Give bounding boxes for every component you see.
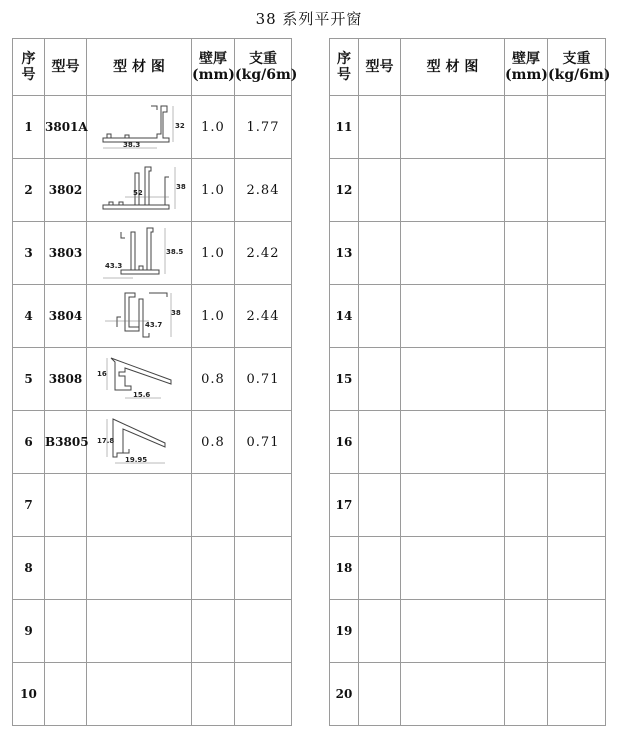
table-row	[330, 159, 606, 222]
seq-cell: 1	[13, 96, 45, 159]
wall-cell	[192, 474, 235, 537]
wall-cell: 0.8	[192, 411, 235, 474]
seq-cell: 14	[330, 285, 359, 348]
table-row	[13, 222, 292, 285]
weight-cell	[548, 96, 606, 159]
dim-height: 38	[171, 309, 181, 317]
wall-cell: 1.0	[192, 96, 235, 159]
seq-cell: 20	[330, 663, 359, 726]
table-row	[330, 285, 606, 348]
wall-cell: 0.8	[192, 348, 235, 411]
weight-cell: 2.84	[235, 159, 292, 222]
weight-cell	[548, 600, 606, 663]
wall-cell	[505, 600, 548, 663]
weight-cell	[548, 222, 606, 285]
wall-cell	[192, 663, 235, 726]
drawing-cell	[401, 537, 505, 600]
dim-height: 17.8	[97, 437, 115, 445]
drawing-cell	[87, 600, 192, 663]
wall-cell	[505, 96, 548, 159]
table-row	[330, 348, 606, 411]
weight-cell: 0.71	[235, 411, 292, 474]
model-cell: 3801A	[45, 96, 87, 159]
seq-cell: 8	[13, 537, 45, 600]
wall-cell	[505, 663, 548, 726]
wall-cell	[505, 348, 548, 411]
header-drawing: 型 材 图	[87, 39, 192, 96]
seq-cell: 13	[330, 222, 359, 285]
drawing-cell	[87, 348, 192, 411]
table-row	[330, 600, 606, 663]
model-cell: 3803	[45, 222, 87, 285]
dim-width: 52	[133, 189, 143, 197]
weight-cell	[548, 663, 606, 726]
table-row	[13, 663, 292, 726]
table-row	[13, 600, 292, 663]
model-cell	[45, 474, 87, 537]
table-row	[13, 348, 292, 411]
table-row	[330, 222, 606, 285]
table-header-row	[13, 39, 292, 96]
seq-cell: 12	[330, 159, 359, 222]
drawing-cell	[401, 159, 505, 222]
model-cell	[359, 159, 401, 222]
weight-cell	[548, 159, 606, 222]
header-seq: 序 号	[330, 39, 359, 96]
wall-cell	[192, 537, 235, 600]
model-cell: 3802	[45, 159, 87, 222]
dim-width: 43.3	[105, 262, 123, 270]
seq-cell: 18	[330, 537, 359, 600]
table-row	[13, 159, 292, 222]
seq-cell: 11	[330, 96, 359, 159]
seq-cell: 15	[330, 348, 359, 411]
wall-cell: 1.0	[192, 285, 235, 348]
wall-cell: 1.0	[192, 222, 235, 285]
table-row	[13, 285, 292, 348]
left-profile-table	[12, 38, 298, 726]
header-model: 型号	[45, 39, 87, 96]
table-header-row	[330, 39, 606, 96]
dim-height: 16	[97, 370, 107, 378]
model-cell	[359, 96, 401, 159]
header-wall-thickness: 壁厚 (mm)	[192, 39, 235, 96]
seq-cell: 19	[330, 600, 359, 663]
seq-cell: 17	[330, 474, 359, 537]
weight-cell: 2.44	[235, 285, 292, 348]
model-cell	[359, 600, 401, 663]
weight-cell: 0.71	[235, 348, 292, 411]
seq-cell: 16	[330, 411, 359, 474]
seq-cell: 3	[13, 222, 45, 285]
weight-cell	[235, 663, 292, 726]
header-weight: 支重 (kg/6m)	[235, 39, 292, 96]
seq-cell: 4	[13, 285, 45, 348]
seq-cell: 2	[13, 159, 45, 222]
drawing-cell	[401, 600, 505, 663]
dim-width: 15.6	[133, 391, 151, 399]
dim-width: 43.7	[145, 321, 163, 329]
dim-height: 32	[175, 122, 185, 130]
drawing-cell	[87, 285, 192, 348]
drawing-cell	[87, 474, 192, 537]
drawing-cell	[401, 474, 505, 537]
weight-cell	[548, 537, 606, 600]
weight-cell	[235, 537, 292, 600]
table-row	[13, 537, 292, 600]
header-model: 型号	[359, 39, 401, 96]
model-cell: B3805	[45, 411, 87, 474]
drawing-cell	[87, 663, 192, 726]
seq-cell: 9	[13, 600, 45, 663]
header-drawing: 型 材 图	[401, 39, 505, 96]
profile-drawing-3803	[95, 224, 183, 282]
right-profile-table	[329, 38, 611, 726]
weight-cell	[235, 474, 292, 537]
model-cell	[359, 537, 401, 600]
drawing-cell	[401, 96, 505, 159]
weight-cell	[548, 348, 606, 411]
wall-cell	[505, 411, 548, 474]
header-wall-thickness: 壁厚 (mm)	[505, 39, 548, 96]
header-weight: 支重 (kg/6m)	[548, 39, 606, 96]
drawing-cell	[401, 222, 505, 285]
drawing-cell	[87, 537, 192, 600]
drawing-cell	[87, 411, 192, 474]
table-row	[330, 411, 606, 474]
profile-drawing-3802	[95, 161, 186, 219]
seq-cell: 7	[13, 474, 45, 537]
dim-height: 38.5	[166, 248, 184, 256]
dim-width: 19.95	[125, 456, 148, 464]
table-row	[13, 411, 292, 474]
drawing-cell	[87, 222, 192, 285]
model-cell	[359, 348, 401, 411]
drawing-cell	[401, 411, 505, 474]
profile-drawing-3801a	[95, 98, 183, 156]
table-row	[13, 474, 292, 537]
wall-cell	[505, 159, 548, 222]
model-cell: 3808	[45, 348, 87, 411]
table-row	[13, 96, 292, 159]
drawing-cell	[401, 348, 505, 411]
drawing-cell	[401, 285, 505, 348]
model-cell	[359, 411, 401, 474]
weight-cell	[235, 600, 292, 663]
wall-cell	[192, 600, 235, 663]
wall-cell	[505, 285, 548, 348]
profile-drawing-3804	[95, 287, 183, 345]
weight-cell	[548, 285, 606, 348]
dim-height: 38	[176, 183, 186, 191]
table-row	[330, 96, 606, 159]
drawing-cell	[87, 159, 192, 222]
model-cell	[359, 285, 401, 348]
table-row	[330, 474, 606, 537]
model-cell	[45, 537, 87, 600]
profile-drawing-3808	[95, 350, 183, 408]
model-cell	[359, 663, 401, 726]
table-row	[330, 537, 606, 600]
profile-drawing-b3805	[95, 413, 183, 471]
page-title: 38 系列平开窗	[255, 10, 363, 28]
model-cell	[359, 474, 401, 537]
seq-cell: 5	[13, 348, 45, 411]
seq-cell: 10	[13, 663, 45, 726]
model-cell: 3804	[45, 285, 87, 348]
model-cell	[359, 222, 401, 285]
weight-cell: 2.42	[235, 222, 292, 285]
drawing-cell	[401, 663, 505, 726]
seq-cell: 6	[13, 411, 45, 474]
weight-cell	[548, 411, 606, 474]
weight-cell: 1.77	[235, 96, 292, 159]
dim-width: 38.3	[123, 141, 141, 149]
wall-cell	[505, 537, 548, 600]
wall-cell	[505, 474, 548, 537]
wall-cell: 1.0	[192, 159, 235, 222]
model-cell	[45, 600, 87, 663]
weight-cell	[548, 474, 606, 537]
model-cell	[45, 663, 87, 726]
table-row	[330, 663, 606, 726]
drawing-cell	[87, 96, 192, 159]
header-seq: 序 号	[13, 39, 45, 96]
wall-cell	[505, 222, 548, 285]
